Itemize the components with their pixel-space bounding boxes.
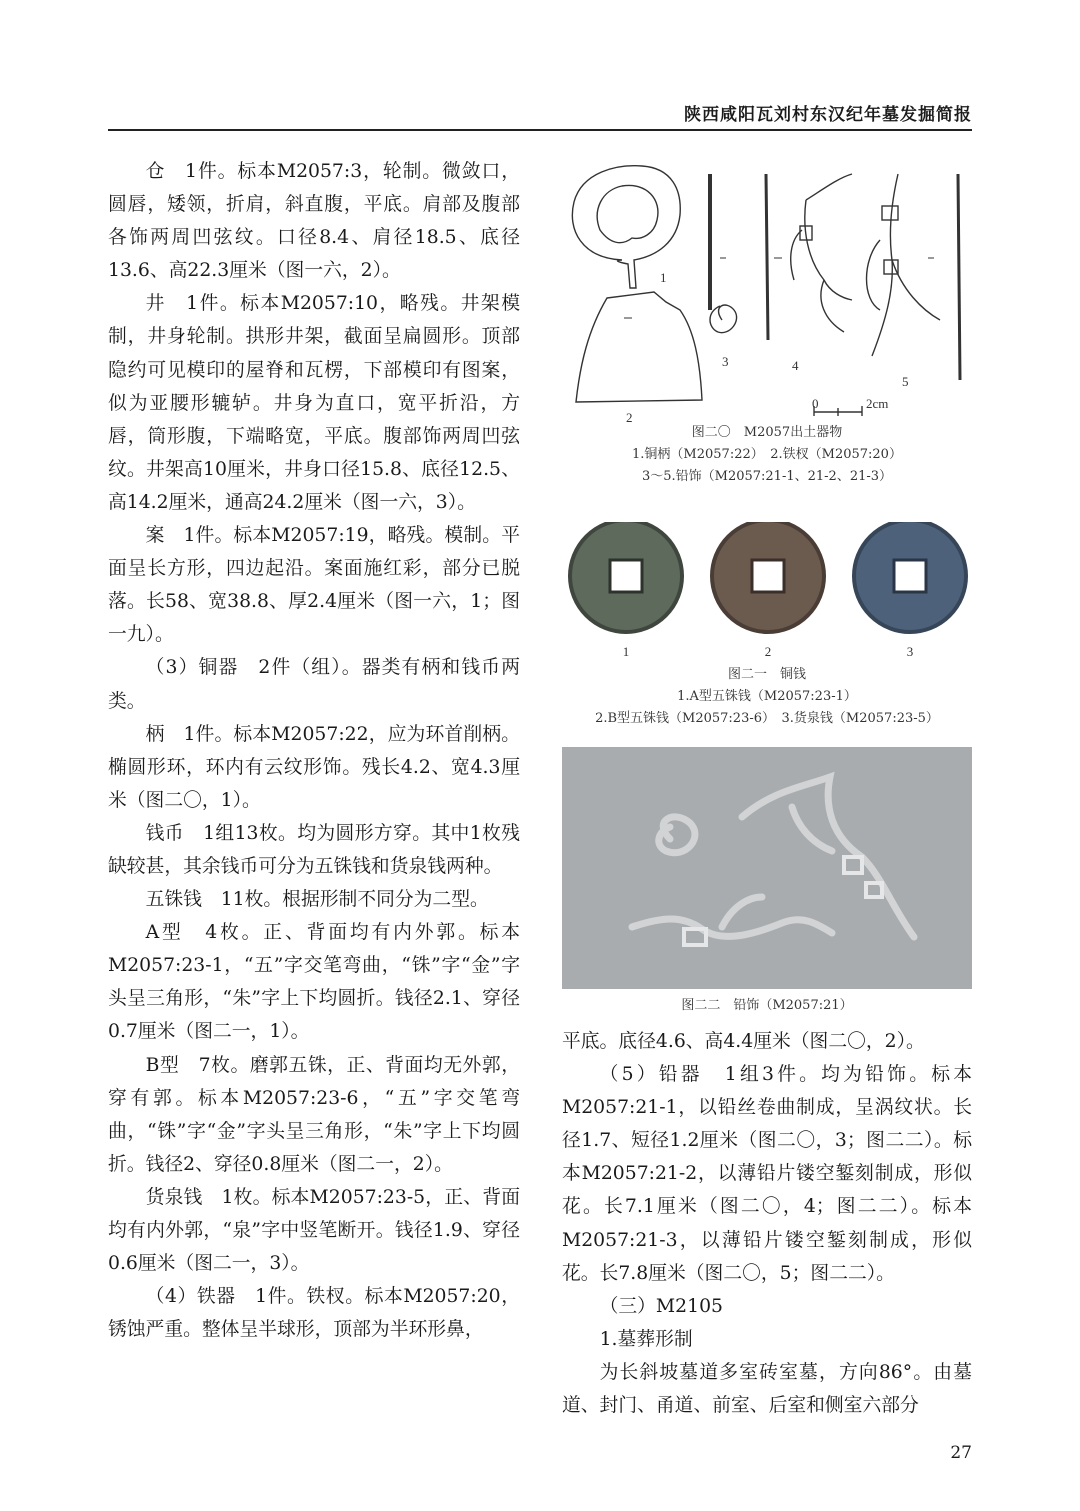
figure-20 — [562, 160, 972, 488]
paragraph: 柄 1件。标本M2057:22，应为环首削柄。椭圆形环，环内有云纹形饰。残长4.2、宽4.3厘米（图二〇，1）。 — [108, 723, 520, 811]
fig21-label-2: 2 — [764, 644, 772, 659]
figure-20-drawing — [562, 160, 972, 422]
lead-flower-drawing-1 — [766, 174, 768, 340]
paragraph: （3）铜器 2件（组）。器类有柄和钱币两类。 — [108, 657, 520, 712]
scale-bar — [814, 406, 862, 416]
coin-3 — [854, 522, 966, 632]
paragraph: 钱币 1组13枚。均为圆形方穿。其中1枚残缺较甚，其余钱币可分为五铢钱和货泉钱两种。 — [108, 822, 520, 877]
lead-spiral-drawing — [710, 305, 737, 333]
fig21-caption-line2: 2.B型五铢钱（M2057:23-6） 3.货泉钱（M2057:23-5） — [595, 711, 939, 726]
lead-flower-drawing-3 — [867, 174, 941, 356]
fig20-caption-line2: 3～5.铅饰（M2057:21-1、21-2、21-3） — [641, 469, 893, 484]
figure-22 — [562, 747, 972, 1017]
section-heading: （三）M2105 — [599, 1295, 723, 1317]
fig21-caption-title: 图二一 铜钱 — [727, 667, 806, 682]
lead-ornament-shapes — [562, 747, 972, 989]
scale-zero: 0 — [812, 396, 819, 411]
paragraph: 仓 1件。标本M2057:3，轮制。微敛口，圆唇，矮领，折肩，斜直腹，平底。肩部及腹部各饰两周凹弦纹。口径8.4、肩径18.5、底径13.6、高22.3厘米（图一六，2）。 — [108, 161, 520, 282]
fig20-label-1: 1 — [660, 270, 667, 285]
fig22-caption-title: 图二二 铅饰（M2057:21） — [681, 998, 853, 1013]
fig20-caption-line1: 1.铜柄（M2057:22） 2.铁杈（M2057:20） — [632, 447, 902, 462]
paragraph: A型 4枚。正、背面均有内外郭。标本M2057:23-1，“五”字交笔弯曲，“铢”字“金”字头呈三角形，“朱”字上下均圆折。钱径2.1、穿径0.7厘米（图二一，1）。 — [108, 922, 520, 1043]
header-rule — [108, 129, 972, 131]
figure-21 — [562, 522, 972, 730]
coin-1 — [570, 522, 682, 632]
page-number: 27 — [950, 1443, 972, 1463]
paragraph: 五铢钱 11枚。根据形制不同分为二型。 — [145, 889, 489, 911]
fig20-label-3: 3 — [722, 354, 729, 369]
lead-flower-drawing-2 — [791, 174, 852, 332]
paragraph: B型 7枚。磨郭五铢，正、背面均无外郭，穿有郭。标本M2057:23-6，“五”字交笔弯曲，“铢”字“金”字头呈三角形，“朱”字上下均圆折。钱径2、穿径0.8厘米（图二一，2）。 — [108, 1054, 520, 1175]
paragraph: 井 1件。标本M2057:10，略残。井架模制，井身轮制。拱形井架，截面呈扁圆形。顶部隐约可见模印的屋脊和瓦楞，下部模印有图案，似为亚腰形辘轳。井身为直口，宽平折沿，方唇，筒形腹，下端略宽，平底。腹部饰两周凹弦纹。井架高10厘米，井身口径15.8、底径12.5、高14.2厘米，通高24.2厘米（图一六，3）。 — [108, 293, 520, 513]
paragraph: 为长斜坡墓道多室砖室墓，方向86°。由墓道、封门、甬道、前室、后室和侧室六部分 — [562, 1361, 972, 1417]
paragraph: （5）铅器 1组3件。均为铅饰。标本M2057:21-1，以铅丝卷曲制成，呈涡纹状。长径1.7、短径1.2厘米（图二〇，3；图二二）。标本M2057:21-2，以薄铅片镂空錾刻制成，形似花。长7.1厘米（图二〇，4；图二二）。标本M2057:21-3，以薄铅片镂空錾刻制成，形似花。长7.8厘米（图二〇，5；图二二）。 — [562, 1064, 972, 1284]
coin-2 — [712, 522, 824, 632]
fig20-caption-title: 图二〇 M2057出土器物 — [691, 425, 843, 440]
subsection-heading: 1.墓葬形制 — [599, 1328, 693, 1350]
lead-ornament-photo — [562, 747, 972, 989]
figure-21-coins — [562, 522, 972, 664]
fig21-label-3: 3 — [906, 644, 914, 659]
scale-end: 2cm — [866, 396, 889, 411]
running-head: 陕西咸阳瓦刘村东汉纪年墓发掘简报 — [684, 105, 972, 125]
paragraph: 案 1件。标本M2057:19，略残。模制。平面呈长方形，四边起沿。案面施红彩，部分已脱落。长58、宽38.8、厚2.4厘米（图一六，1；图一九）。 — [108, 525, 520, 646]
paragraph: 平底。底径4.6、高4.4厘米（图二〇，2）。 — [562, 1031, 925, 1052]
fig21-label-1: 1 — [622, 644, 630, 659]
paragraph: （4）铁器 1件。铁杈。标本M2057:20，锈蚀严重。整体呈半球形，顶部为半环形鼻， — [108, 1286, 520, 1341]
iron-cha-drawing — [576, 292, 702, 402]
left-column — [108, 155, 520, 1346]
fig20-label-2: 2 — [626, 410, 633, 422]
fig20-label-4: 4 — [792, 358, 799, 373]
right-column — [562, 1025, 972, 1422]
paragraph: 货泉钱 1枚。标本M2057:23-5，正、背面均有内外郭，“泉”字中竖笔断开。钱径1.9、穿径0.6厘米（图二一，3）。 — [108, 1186, 520, 1275]
fig20-label-5: 5 — [902, 374, 909, 389]
fig21-caption-line1: 1.A型五铢钱（M2057:23-1） — [677, 689, 857, 704]
